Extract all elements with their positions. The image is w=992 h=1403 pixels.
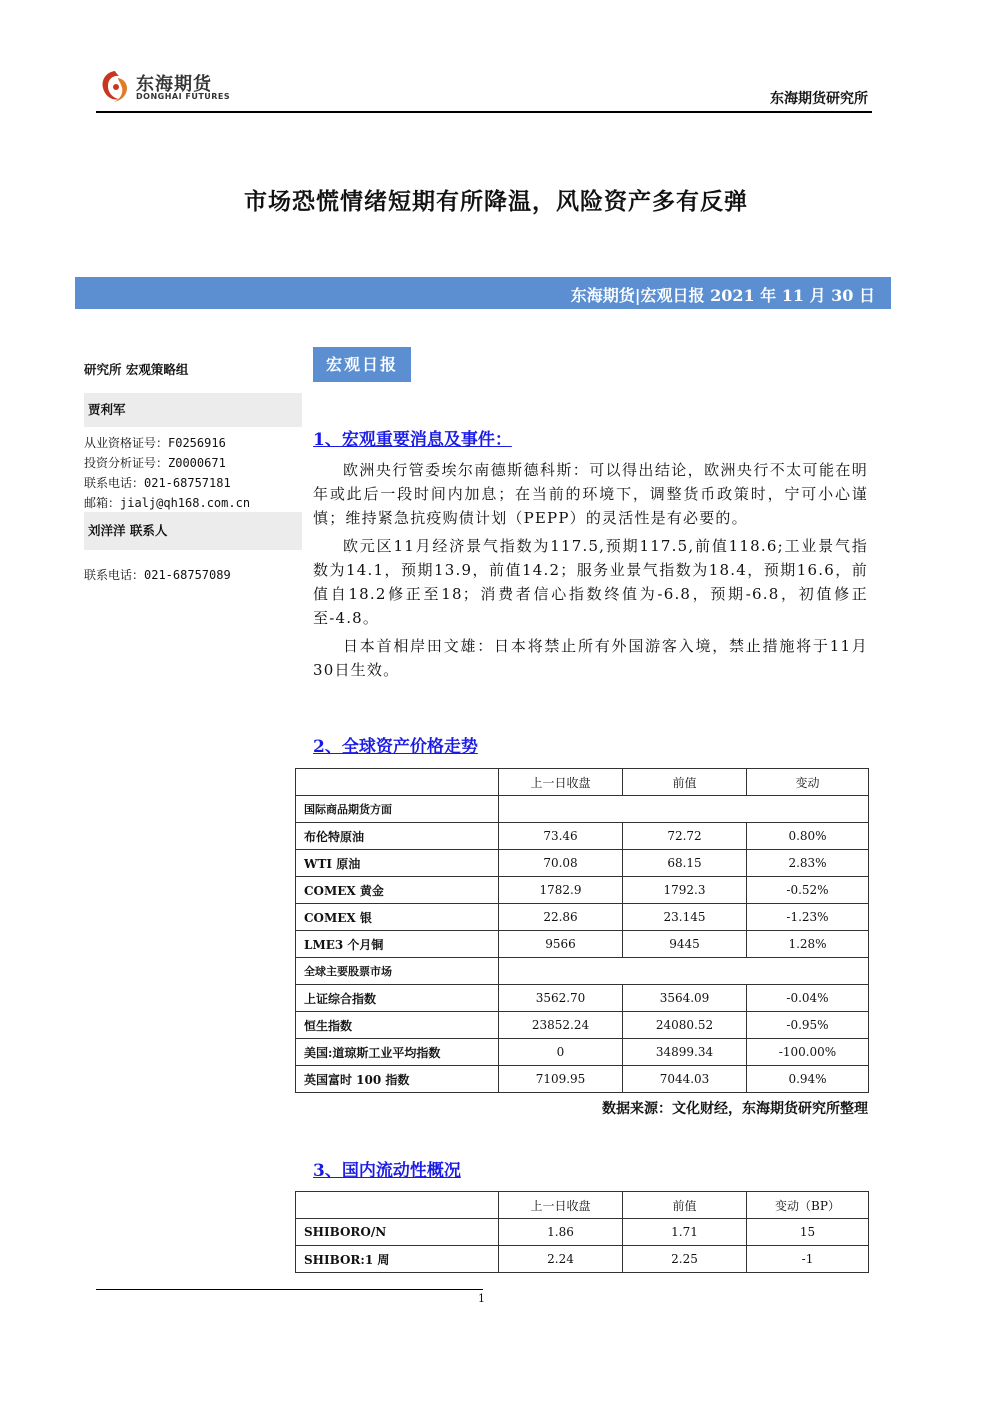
prev-value: 9445 bbox=[623, 931, 747, 958]
analyst1-name: 贾利军 bbox=[84, 393, 302, 427]
change-value: -1 bbox=[747, 1246, 869, 1273]
prev-value: 1.71 bbox=[623, 1219, 747, 1246]
close-value: 3562.70 bbox=[499, 985, 623, 1012]
row-label: 英国富时 100 指数 bbox=[296, 1066, 499, 1093]
paragraph: 欧洲央行管委埃尔南德斯德科斯：可以得出结论，欧洲央行不太可能在明年或此后一段时间内加息；在当前的环境下，调整货币政策时，宁可小心谨慎；维持紧急抗疫购债计划（PEPP）的灵活性是有必要的。 bbox=[313, 461, 868, 527]
section2-heading: 2、全球资产价格走势 bbox=[313, 737, 478, 757]
row-label: 恒生指数 bbox=[296, 1012, 499, 1039]
dragon-logo-icon bbox=[98, 68, 132, 106]
section1-heading: 1、宏观重要消息及事件： bbox=[313, 430, 512, 450]
header-cell: 前值 bbox=[623, 1192, 747, 1219]
group-row bbox=[296, 796, 869, 823]
report-title: 市场恐慌情绪短期有所降温，风险资产多有反弹 bbox=[244, 188, 748, 215]
prev-value: 3564.09 bbox=[623, 985, 747, 1012]
company-logo bbox=[98, 68, 231, 110]
institute-name: 东海期货研究所 bbox=[770, 91, 868, 107]
change-value: -0.95% bbox=[747, 1012, 869, 1039]
close-value: 7109.95 bbox=[499, 1066, 623, 1093]
table-row bbox=[296, 823, 869, 850]
header-cell: 变动 bbox=[747, 769, 869, 796]
logo-text-en: DONGHAI FUTURES bbox=[136, 92, 231, 101]
table-row bbox=[296, 985, 869, 1012]
department-label: 研究所 宏观策略组 bbox=[84, 362, 189, 377]
prev-value: 7044.03 bbox=[623, 1066, 747, 1093]
analyst2-name: 刘洋洋 联系人 bbox=[84, 512, 302, 550]
close-value: 73.46 bbox=[499, 823, 623, 850]
footer-divider bbox=[96, 1289, 483, 1290]
group-label: 全球主要股票市场 bbox=[296, 958, 499, 985]
prev-value: 24080.52 bbox=[623, 1012, 747, 1039]
table-row bbox=[296, 904, 869, 931]
analyst1-cert: 投资分析证号：Z0000671 bbox=[84, 456, 226, 470]
header-cell bbox=[296, 1192, 499, 1219]
prev-value: 68.15 bbox=[623, 850, 747, 877]
group-empty-cell bbox=[499, 958, 869, 985]
prev-value: 72.72 bbox=[623, 823, 747, 850]
close-value: 9566 bbox=[499, 931, 623, 958]
change-value: -0.52% bbox=[747, 877, 869, 904]
row-label: SHIBORO/N bbox=[296, 1219, 499, 1246]
row-label: 上证综合指数 bbox=[296, 985, 499, 1012]
table-header-row bbox=[296, 1192, 869, 1219]
header-cell bbox=[296, 769, 499, 796]
header-cell: 上一日收盘 bbox=[499, 769, 623, 796]
header-divider bbox=[96, 111, 872, 113]
row-label: COMEX 银 bbox=[296, 904, 499, 931]
report-type-tag: 宏观日报 bbox=[313, 347, 411, 382]
table-row bbox=[296, 931, 869, 958]
table-row bbox=[296, 1066, 869, 1093]
paragraph: 日本首相岸田文雄：日本将禁止所有外国游客入境，禁止措施将于11月30日生效。 bbox=[313, 637, 868, 679]
header-cell: 变动（BP） bbox=[747, 1192, 869, 1219]
analyst1-email: 邮箱：jialj@qh168.com.cn bbox=[84, 496, 251, 510]
table-row bbox=[296, 877, 869, 904]
analyst1-license: 从业资格证号：F0256916 bbox=[84, 436, 226, 450]
section3-heading: 3、国内流动性概况 bbox=[313, 1161, 461, 1181]
close-value: 70.08 bbox=[499, 850, 623, 877]
close-value: 1.86 bbox=[499, 1219, 623, 1246]
row-label: LME3 个月铜 bbox=[296, 931, 499, 958]
row-label: 美国:道琼斯工业平均指数 bbox=[296, 1039, 499, 1066]
group-label: 国际商品期货方面 bbox=[296, 796, 499, 823]
logo-text-cn: 东海期货 bbox=[136, 74, 212, 95]
table-row bbox=[296, 1219, 869, 1246]
table-row bbox=[296, 1012, 869, 1039]
prev-value: 23.145 bbox=[623, 904, 747, 931]
close-value: 1782.9 bbox=[499, 877, 623, 904]
author-sidebar bbox=[84, 356, 302, 582]
change-value: 0.94% bbox=[747, 1066, 869, 1093]
change-value: 2.83% bbox=[747, 850, 869, 877]
group-row bbox=[296, 958, 869, 985]
close-value: 0 bbox=[499, 1039, 623, 1066]
close-value: 22.86 bbox=[499, 904, 623, 931]
liquidity-table bbox=[295, 1191, 869, 1273]
prev-value: 1792.3 bbox=[623, 877, 747, 904]
change-value: -100.00% bbox=[747, 1039, 869, 1066]
analyst1-phone: 联系电话：021-68757181 bbox=[84, 476, 231, 490]
asset-price-table bbox=[295, 768, 869, 1093]
change-value: -1.23% bbox=[747, 904, 869, 931]
banner-text: 东海期货|宏观日报 2021 年 11 月 30 日 bbox=[570, 286, 875, 305]
close-value: 2.24 bbox=[499, 1246, 623, 1273]
header-cell: 前值 bbox=[623, 769, 747, 796]
page-number: 1 bbox=[478, 1292, 485, 1305]
change-value: 15 bbox=[747, 1219, 869, 1246]
table-row bbox=[296, 1246, 869, 1273]
row-label: 布伦特原油 bbox=[296, 823, 499, 850]
data-source-note: 数据来源：文化财经，东海期货研究所整理 bbox=[602, 1101, 868, 1117]
prev-value: 34899.34 bbox=[623, 1039, 747, 1066]
row-label: COMEX 黄金 bbox=[296, 877, 499, 904]
date-banner bbox=[75, 277, 891, 309]
row-label: WTI 原油 bbox=[296, 850, 499, 877]
group-empty-cell bbox=[499, 796, 869, 823]
change-value: 0.80% bbox=[747, 823, 869, 850]
paragraph: 欧元区11月经济景气指数为117.5,预期117.5,前值118.6;工业景气指数为14.1，预期13.9，前值14.2；服务业景气指数为18.4，预期16.6，前值自18.2修正至18；消费者信心指数终值为-6.8，预期-6.8，初值修正至-4.8。 bbox=[313, 537, 868, 627]
close-value: 23852.24 bbox=[499, 1012, 623, 1039]
table-row bbox=[296, 850, 869, 877]
prev-value: 2.25 bbox=[623, 1246, 747, 1273]
change-value: 1.28% bbox=[747, 931, 869, 958]
table-row bbox=[296, 1039, 869, 1066]
row-label: SHIBOR:1 周 bbox=[296, 1246, 499, 1273]
analyst2-phone: 联系电话：021-68757089 bbox=[84, 568, 231, 582]
change-value: -0.04% bbox=[747, 985, 869, 1012]
table-header-row bbox=[296, 769, 869, 796]
header-cell: 上一日收盘 bbox=[499, 1192, 623, 1219]
section1-body bbox=[313, 458, 868, 682]
